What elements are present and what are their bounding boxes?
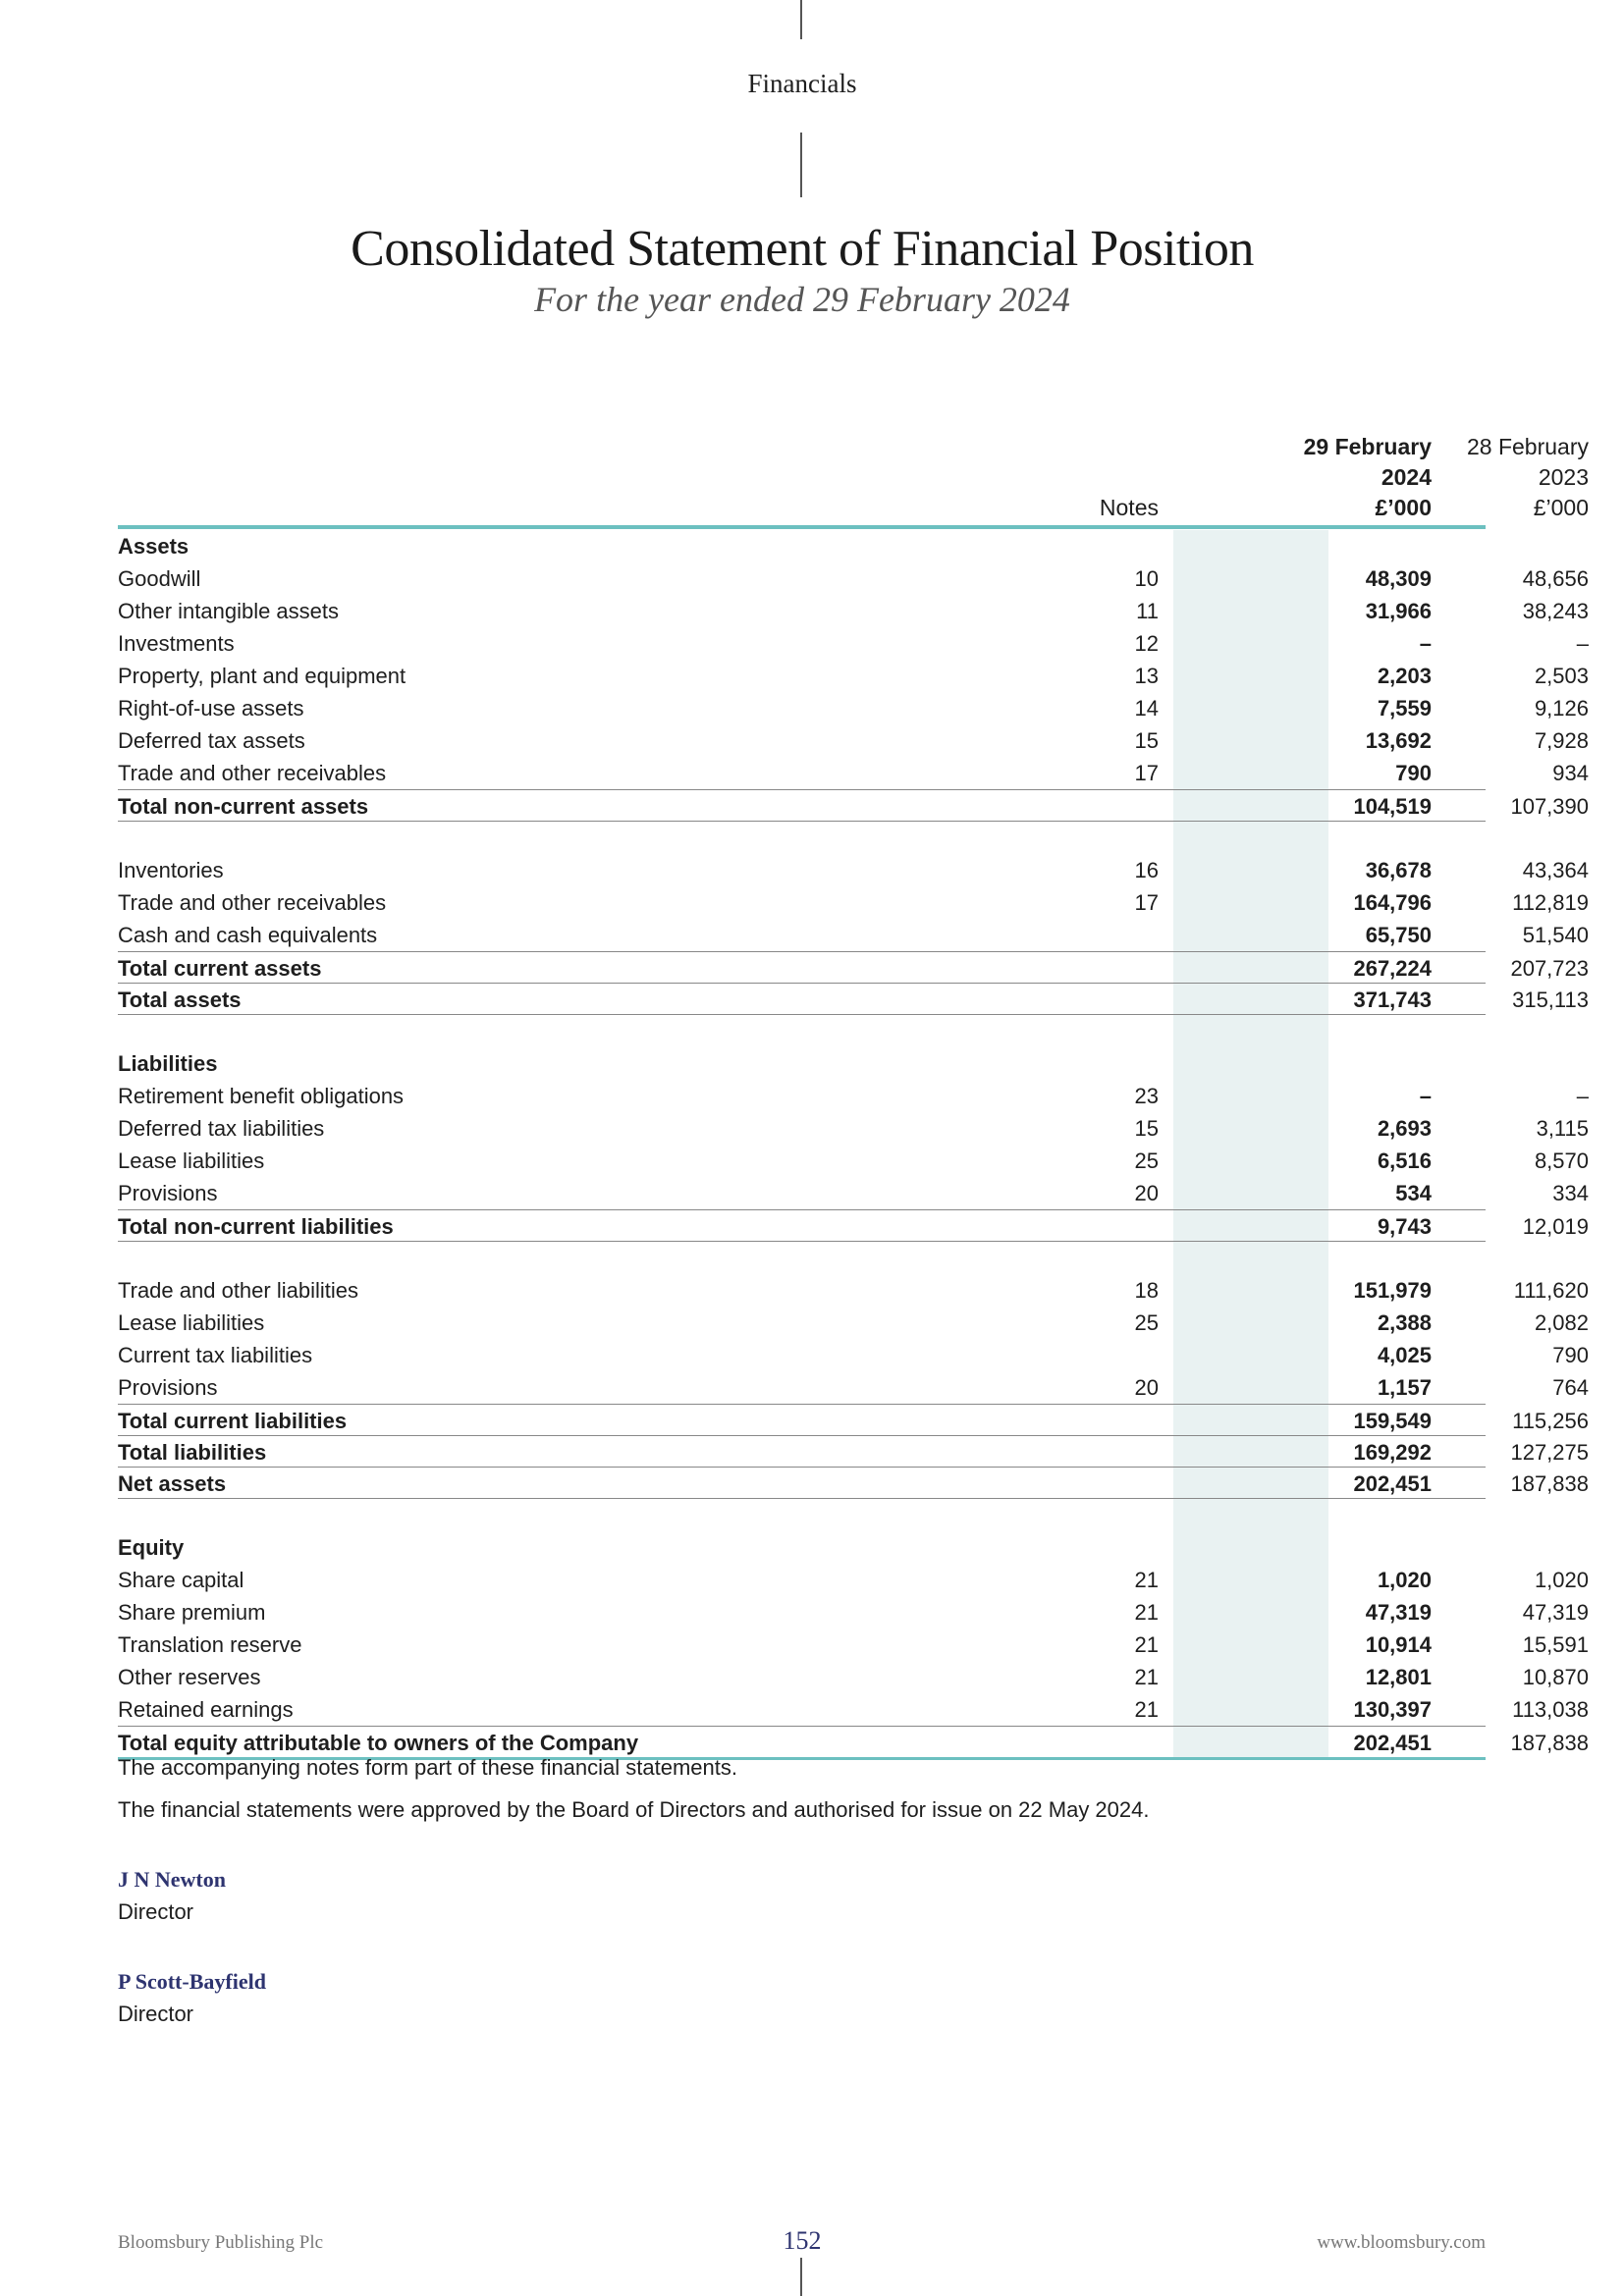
row-label: Inventories [118, 858, 224, 882]
row-label: Trade and other receivables [118, 761, 387, 785]
table-row [118, 886, 1589, 919]
table-row [118, 1177, 1589, 1209]
spacer-row [118, 1242, 1486, 1274]
table-row [118, 692, 1589, 724]
row-value-2024: 6,516 [1377, 1148, 1432, 1173]
section-heading-row [118, 1047, 1486, 1080]
row-value-2023: 207,723 [1510, 956, 1589, 981]
table-row [118, 627, 1589, 660]
section-label: Financials [747, 69, 857, 98]
row-label: Investments [118, 631, 235, 656]
row-label: Total equity attributable to owners of the Company [118, 1731, 639, 1755]
row-value-2024: 130,397 [1353, 1697, 1432, 1722]
table-row [118, 1307, 1589, 1339]
row-label: Other intangible assets [118, 599, 340, 623]
top-divider-line [800, 0, 802, 39]
row-note: 12 [1134, 631, 1159, 656]
row-value-2024: 13,692 [1365, 728, 1432, 753]
row-note: 17 [1134, 890, 1159, 915]
row-note: 20 [1134, 1181, 1159, 1205]
total-row [118, 1209, 1589, 1242]
row-value-2023: 15,591 [1522, 1632, 1589, 1657]
row-value-2023: 115,256 [1512, 1409, 1589, 1433]
row-value-2024: 790 [1395, 761, 1432, 785]
approval-statement: The financial statements were approved by the Board of Directors and authorised for issue on 22 May 2024. [118, 1797, 1150, 1822]
signatory-name-1: J N Newton [118, 1867, 226, 1892]
table-row [118, 1080, 1589, 1112]
signatory-role-2: Director [118, 2002, 194, 2026]
row-value-2023: 43,364 [1522, 858, 1589, 882]
footer-company: Bloomsbury Publishing Plc [118, 2232, 324, 2253]
row-value-2024: 31,966 [1365, 599, 1432, 623]
row-label: Trade and other liabilities [118, 1278, 358, 1303]
table-row [118, 1371, 1589, 1404]
row-note: 17 [1134, 761, 1159, 785]
row-value-2023: 47,319 [1522, 1600, 1589, 1625]
row-value-2024: 1,157 [1377, 1375, 1432, 1400]
row-label: Right-of-use assets [118, 696, 304, 721]
table-row [118, 854, 1589, 886]
row-value-2024: 10,914 [1365, 1632, 1432, 1657]
section-heading-row [118, 530, 1486, 562]
row-value-2024: 534 [1395, 1181, 1432, 1205]
row-label: Total non-current assets [118, 794, 369, 819]
row-value-2023: – [1576, 1084, 1589, 1108]
row-note: 25 [1134, 1148, 1159, 1173]
signatory-role-1: Director [118, 1899, 194, 1924]
page-subtitle: For the year ended 29 February 2024 [534, 280, 1070, 319]
row-label: Translation reserve [118, 1632, 302, 1657]
row-value-2023: 1,020 [1534, 1568, 1589, 1592]
row-value-2023: 112,819 [1512, 890, 1589, 915]
row-value-2023: 127,275 [1510, 1440, 1589, 1465]
table-row [118, 562, 1589, 595]
row-label: Total assets [118, 988, 242, 1012]
spacer-row [118, 1499, 1486, 1531]
row-value-2024: 1,020 [1377, 1568, 1432, 1592]
row-note: 15 [1134, 1116, 1159, 1141]
row-value-2024: 104,519 [1353, 794, 1432, 819]
table-row [118, 1596, 1589, 1629]
row-label: Total current liabilities [118, 1409, 348, 1433]
table-row [118, 1629, 1589, 1661]
row-value-2023: 790 [1552, 1343, 1589, 1367]
row-value-2024: 9,743 [1377, 1214, 1432, 1239]
row-label: Property, plant and equipment [118, 664, 406, 688]
bottom-divider-line [800, 2258, 802, 2296]
row-value-2023: 315,113 [1512, 988, 1589, 1012]
row-note: 13 [1134, 664, 1159, 688]
row-note: 16 [1134, 858, 1159, 882]
total-row [118, 1404, 1589, 1436]
row-value-2024: 2,693 [1377, 1116, 1432, 1141]
row-value-2024: 267,224 [1353, 956, 1432, 981]
row-label: Liabilities [118, 1051, 218, 1076]
table-row [118, 1339, 1589, 1371]
row-value-2023: 334 [1552, 1181, 1589, 1205]
table-header [118, 432, 1589, 528]
total-row [118, 984, 1589, 1015]
row-value-2023: 9,126 [1534, 696, 1589, 721]
row-value-2023: 38,243 [1522, 599, 1589, 623]
row-value-2023: – [1576, 631, 1589, 656]
row-value-2023: 2,503 [1534, 664, 1589, 688]
signatory-name-2: P Scott-Bayfield [118, 1969, 266, 1994]
notes-statement: The accompanying notes form part of these financial statements. [118, 1755, 737, 1780]
row-value-2024: 47,319 [1365, 1600, 1432, 1625]
row-value-2023: 107,390 [1510, 794, 1589, 819]
row-value-2024: – [1419, 1084, 1432, 1108]
row-label: Total liabilities [118, 1440, 267, 1465]
row-value-2023: 7,928 [1534, 728, 1589, 753]
row-value-2024: 12,801 [1365, 1665, 1432, 1689]
spacer-row [118, 1015, 1486, 1047]
table-row [118, 1145, 1589, 1177]
row-label: Share premium [118, 1600, 266, 1625]
row-label: Lease liabilities [118, 1148, 265, 1173]
row-value-2024: 65,750 [1365, 923, 1432, 947]
header-previous-year: 28 February 2023 £’000 [1466, 434, 1589, 520]
row-note: 15 [1134, 728, 1159, 753]
row-label: Deferred tax assets [118, 728, 305, 753]
row-note: 21 [1134, 1600, 1159, 1625]
row-value-2023: 2,082 [1534, 1310, 1589, 1335]
row-value-2023: 187,838 [1510, 1471, 1589, 1496]
total-row [118, 1468, 1589, 1499]
row-value-2023: 48,656 [1522, 566, 1589, 591]
header-current-year: 29 February 2024 £’000 [1303, 434, 1432, 520]
row-value-2023: 113,038 [1512, 1697, 1589, 1722]
row-value-2024: – [1419, 631, 1432, 656]
footer-website: www.bloomsbury.com [1317, 2232, 1486, 2253]
row-value-2023: 12,019 [1522, 1214, 1589, 1239]
row-value-2023: 764 [1552, 1375, 1589, 1400]
row-note: 23 [1134, 1084, 1159, 1108]
row-label: Retirement benefit obligations [118, 1084, 405, 1108]
row-value-2023: 10,870 [1522, 1665, 1589, 1689]
row-value-2024: 4,025 [1377, 1343, 1432, 1367]
row-value-2024: 36,678 [1365, 858, 1432, 882]
row-label: Lease liabilities [118, 1310, 265, 1335]
row-note: 20 [1134, 1375, 1159, 1400]
table-row [118, 1564, 1589, 1596]
row-label: Total non-current liabilities [118, 1214, 394, 1239]
row-label: Share capital [118, 1568, 244, 1592]
table-row [118, 919, 1589, 951]
row-label: Equity [118, 1535, 185, 1560]
header-notes: Notes [1099, 495, 1159, 520]
row-value-2023: 934 [1552, 761, 1589, 785]
financial-position-table [118, 530, 1589, 1760]
row-label: Retained earnings [118, 1697, 294, 1722]
page-title: Consolidated Statement of Financial Position [351, 221, 1254, 277]
row-value-2024: 371,743 [1353, 988, 1432, 1012]
row-note: 25 [1134, 1310, 1159, 1335]
table-row [118, 1661, 1589, 1693]
row-note: 21 [1134, 1632, 1159, 1657]
row-value-2024: 48,309 [1365, 566, 1432, 591]
total-row [118, 789, 1589, 822]
row-label: Cash and cash equivalents [118, 923, 378, 947]
row-note: 11 [1136, 599, 1159, 623]
row-label: Provisions [118, 1375, 218, 1400]
row-value-2024: 7,559 [1377, 696, 1432, 721]
row-value-2024: 2,203 [1377, 664, 1432, 688]
row-value-2024: 164,796 [1353, 890, 1432, 915]
row-value-2023: 3,115 [1536, 1116, 1589, 1141]
row-value-2024: 202,451 [1353, 1731, 1432, 1755]
row-label: Net assets [118, 1471, 227, 1496]
row-label: Deferred tax liabilities [118, 1116, 325, 1141]
page-number: 152 [783, 2226, 822, 2255]
row-value-2024: 151,979 [1353, 1278, 1432, 1303]
header-divider-line [800, 133, 802, 197]
row-label: Current tax liabilities [118, 1343, 313, 1367]
table-row [118, 757, 1589, 789]
row-note: 21 [1134, 1568, 1159, 1592]
table-row [118, 1112, 1589, 1145]
table-row [118, 1693, 1589, 1726]
row-value-2024: 2,388 [1377, 1310, 1432, 1335]
section-heading-row [118, 1531, 1486, 1564]
row-value-2023: 51,540 [1522, 923, 1589, 947]
row-label: Trade and other receivables [118, 890, 387, 915]
row-value-2024: 202,451 [1353, 1471, 1432, 1496]
row-label: Total current assets [118, 956, 322, 981]
row-note: 21 [1134, 1665, 1159, 1689]
total-row [118, 951, 1589, 984]
row-value-2023: 111,620 [1513, 1278, 1589, 1303]
row-value-2023: 187,838 [1510, 1731, 1589, 1755]
table-row [118, 1274, 1589, 1307]
row-label: Goodwill [118, 566, 201, 591]
table-row [118, 660, 1589, 692]
row-value-2024: 159,549 [1353, 1409, 1432, 1433]
table-row [118, 724, 1589, 757]
row-note: 21 [1134, 1697, 1159, 1722]
row-note: 18 [1134, 1278, 1159, 1303]
spacer-row [118, 822, 1486, 854]
row-note: 10 [1134, 566, 1159, 591]
table-row [118, 595, 1589, 627]
row-value-2023: 8,570 [1534, 1148, 1589, 1173]
row-note: 14 [1134, 696, 1159, 721]
row-value-2024: 169,292 [1353, 1440, 1432, 1465]
row-label: Provisions [118, 1181, 218, 1205]
header-rule [118, 525, 1486, 529]
row-label: Assets [118, 534, 189, 559]
row-label: Other reserves [118, 1665, 261, 1689]
total-row [118, 1436, 1589, 1468]
